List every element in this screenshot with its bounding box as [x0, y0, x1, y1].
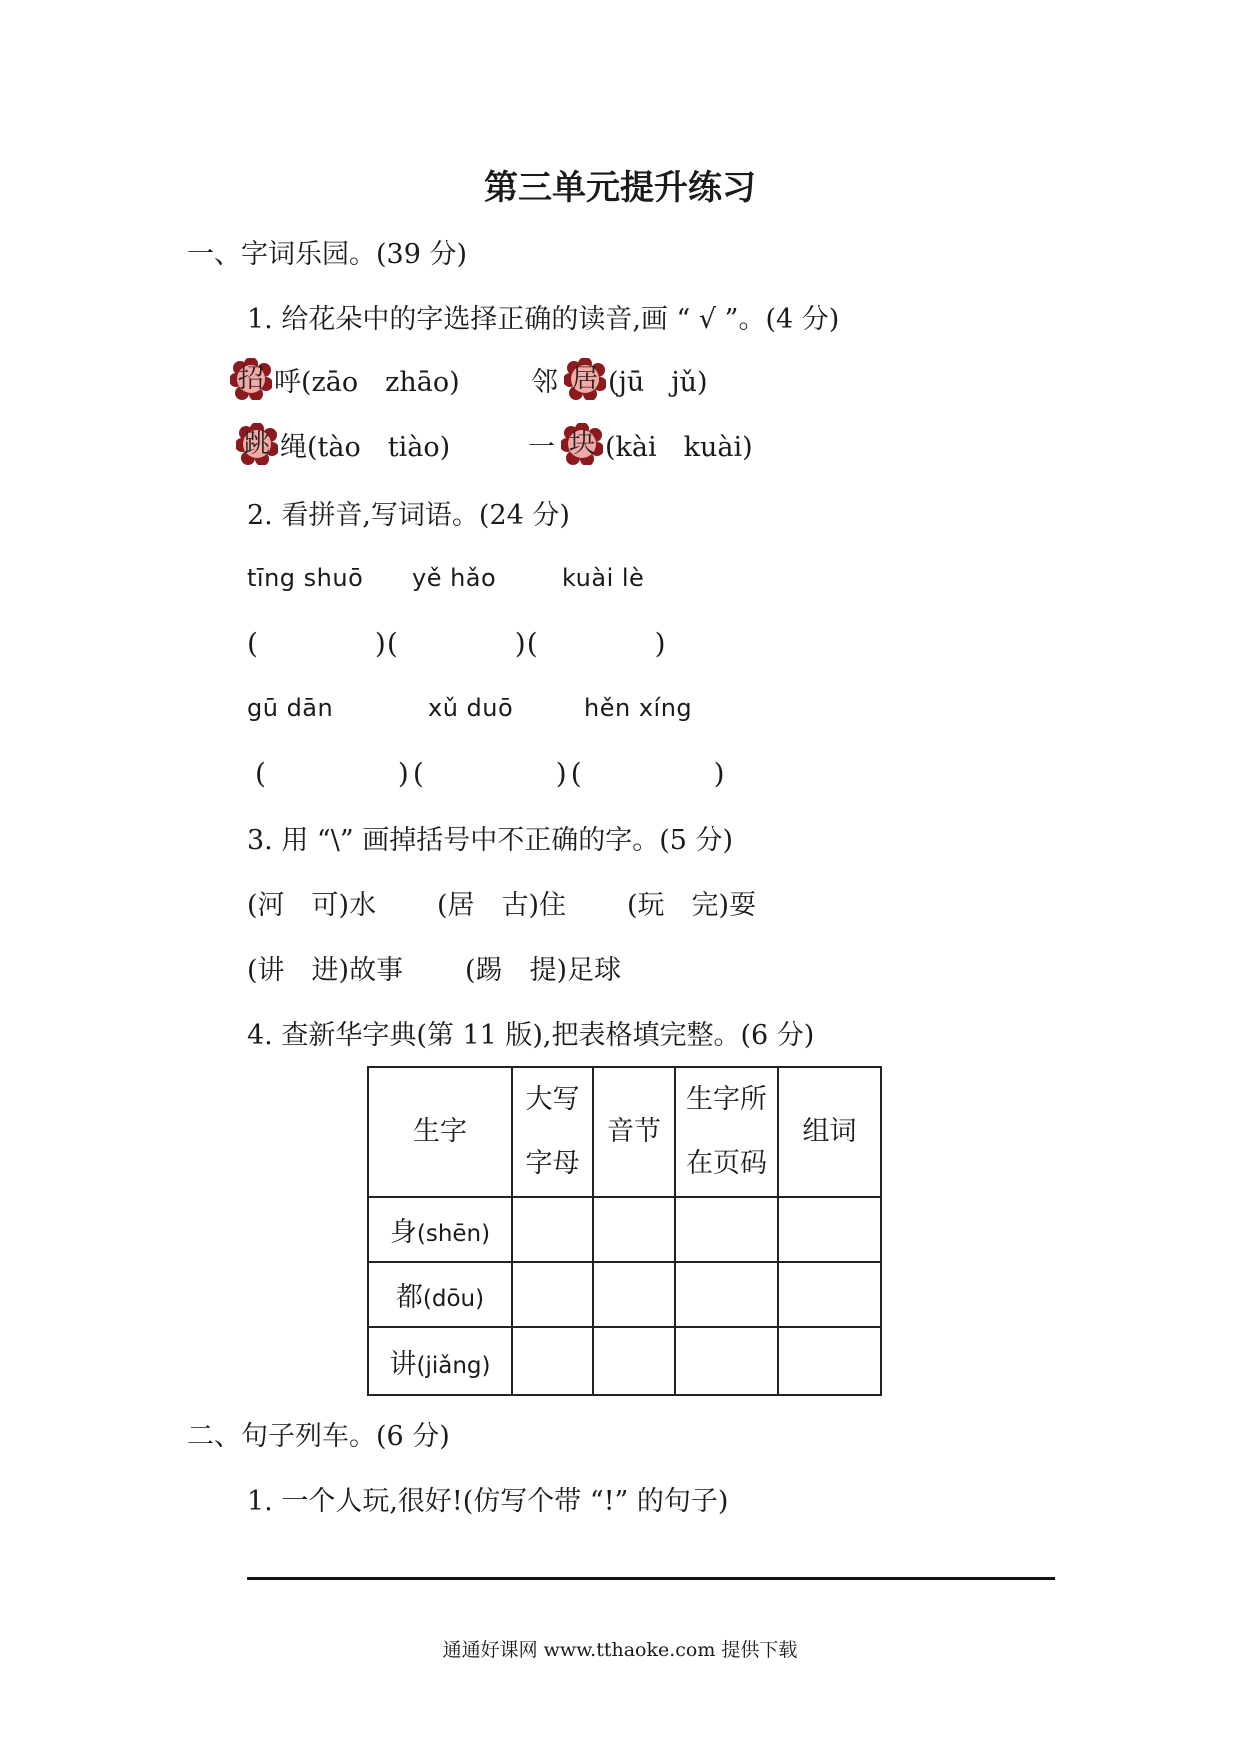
char-cell: 都(dōu) [368, 1262, 512, 1327]
reading-options: (kài kuài) [605, 431, 753, 463]
flower-char: 块 [568, 429, 595, 459]
answer-cell[interactable] [512, 1327, 593, 1395]
q1-item-3 [236, 423, 450, 465]
flower-icon [230, 358, 272, 400]
answer-cell[interactable] [778, 1197, 881, 1262]
answer-blanks-row-1[interactable]: ( )( )( ) [247, 627, 667, 660]
q1-item-1 [230, 358, 460, 400]
flower-char: 居 [571, 364, 598, 394]
answer-cell[interactable] [512, 1197, 593, 1262]
pinyin-2: yě hǎo [412, 564, 497, 592]
char-cell: 讲(jiǎng) [368, 1327, 512, 1395]
answer-cell[interactable] [593, 1262, 675, 1327]
dictionary-table [367, 1066, 882, 1396]
answer-cell[interactable] [675, 1327, 778, 1395]
choice-4[interactable]: (讲 进)故事 [247, 955, 404, 986]
section-2-heading: 二、句子列车。(6 分) [187, 1421, 450, 1452]
header-page-number: 生字所在页码 [675, 1067, 778, 1197]
q2-prompt: 2. 看拼音,写词语。(24 分) [247, 500, 570, 531]
pinyin-1: tīng shuō [247, 564, 364, 592]
reading-options: 呼(zāo zhāo) [274, 366, 460, 398]
flower-icon [236, 423, 278, 465]
pinyin-5: xǔ duō [428, 694, 514, 722]
table-row [368, 1197, 881, 1262]
choice-1[interactable]: (河 可)水 [247, 890, 377, 921]
header-uppercase-letter: 大写字母 [512, 1067, 593, 1197]
flower-icon [561, 423, 603, 465]
answer-cell[interactable] [778, 1262, 881, 1327]
table-row [368, 1262, 881, 1327]
answer-cell[interactable] [512, 1262, 593, 1327]
choice-2[interactable]: (居 古)住 [437, 890, 567, 921]
flower-char: 招 [237, 364, 264, 394]
prefix-char: 邻 [531, 366, 558, 398]
answer-cell[interactable] [675, 1197, 778, 1262]
q4-prompt: 4. 查新华字典(第 11 版),把表格填完整。(6 分) [247, 1020, 815, 1051]
choice-3[interactable]: (玩 完)耍 [627, 890, 757, 921]
flower-char: 跳 [243, 429, 270, 459]
pinyin-6: hěn xíng [584, 694, 693, 722]
choice-5[interactable]: (踢 提)足球 [465, 955, 622, 986]
answer-cell[interactable] [778, 1327, 881, 1395]
header-word: 组词 [778, 1067, 881, 1197]
answer-cell[interactable] [675, 1262, 778, 1327]
q3-prompt: 3. 用 “\” 画掉括号中不正确的字。(5 分) [247, 825, 734, 856]
q1-item-4 [528, 423, 753, 465]
header-syllable: 音节 [593, 1067, 675, 1197]
answer-cell[interactable] [593, 1197, 675, 1262]
page-title: 第三单元提升练习 [484, 168, 756, 208]
reading-options: 绳(tào tiào) [280, 431, 451, 463]
table-row [368, 1327, 881, 1395]
prefix-char: 一 [528, 431, 555, 463]
answer-blanks-row-2[interactable]: ( )( )( ) [255, 757, 729, 790]
header-shengzi: 生字 [368, 1067, 512, 1197]
answer-line[interactable] [247, 1577, 1055, 1580]
footer-text: 通通好课网 www.tthaoke.com 提供下载 [442, 1639, 798, 1661]
pinyin-3: kuài lè [562, 564, 645, 592]
flower-icon [564, 358, 606, 400]
pinyin-4: gū dān [247, 694, 334, 722]
char-cell: 身(shēn) [368, 1197, 512, 1262]
section-1-heading: 一、字词乐园。(39 分) [187, 239, 468, 270]
q1-item-2 [531, 358, 708, 400]
q1-prompt: 1. 给花朵中的字选择正确的读音,画 “ √ ”。(4 分) [247, 304, 840, 335]
s2-q1-prompt: 1. 一个人玩,很好!(仿写个带 “!” 的句子) [247, 1486, 729, 1517]
answer-cell[interactable] [593, 1327, 675, 1395]
reading-options: (jū jǔ) [608, 366, 708, 398]
